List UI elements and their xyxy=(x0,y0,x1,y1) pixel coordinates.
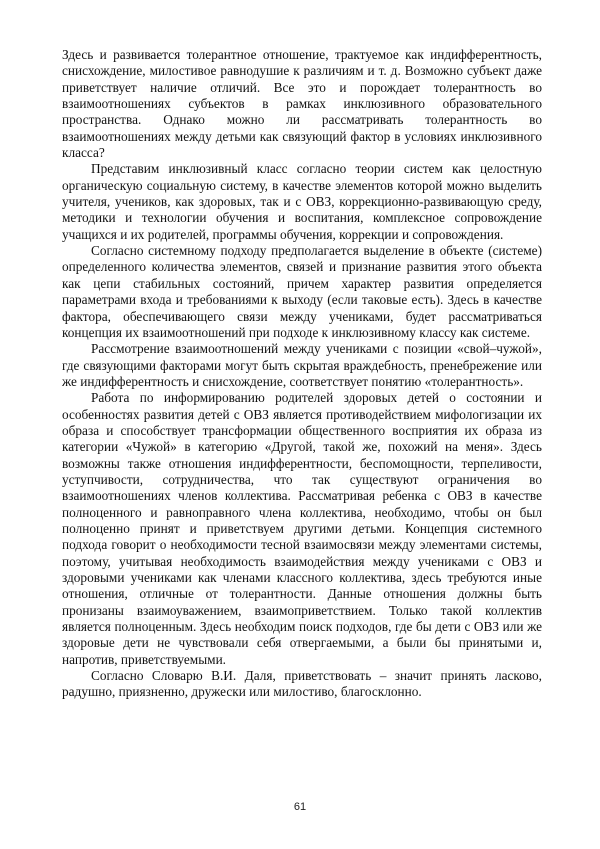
paragraph-parents-informing: Работа по информированию родителей здоровых детей о состоянии и особенностях развития детей с ОВЗ является противодействием мифологизации их образа и способствует трансформации общественного восприятия их образа из категории «Чужой» в категорию «Другой, такой же, похожий на меня». Здесь возможны также отношения индифферентности, беспомощности, терпеливости, уступчивости, сотрудничества, что так существуют ограничения во взаимоотношениях членов коллектива. Рассматривая ребенка с ОВЗ в качестве полноценного и равноправного члена коллектива, необходимо, чтобы он был полноценно принят и приветствуем другими детьми. Концепция системного подхода говорит о необходимости тесной взаимосвязи между элементами системы, поэтому, учитывая необходимость взаимодействия между учениками с ОВЗ и здоровыми учениками как членами классного коллектива, здесь требуются иные отношения, отличные от толерантности. Данные отношения должны быть пронизаны взаимоуважением, взаимоприветствием. Только такой коллектив является полноценным. Здесь необходим поиск подходов, где бы дети с ОВЗ или же здоровые дети не чувствовали себя отвергаемыми, а были бы принятыми и, напротив, приветствуемыми. xyxy=(62,390,542,667)
paragraph-dahl-dictionary: Согласно Словарю В.И. Даля, приветствовать – значит принять ласково, радушно, приязненно, дружески или милостиво, благосклонно. xyxy=(62,668,542,700)
paragraph-tolerance-intro: Здесь и развивается толерантное отношение, трактуемое как индифферентность, снисхождение, милостивое равнодушие к различиям и т. д. Возможно субъект даже приветствует наличие отличий. Все это и порождает толерантность во взаимоотношениях субъектов в рамках инклюзивного образовательного пространства. Однако можно ли рассматривать толерантность во взаимоотношениях между детьми как связующий фактор в условиях инклюзивного класса? xyxy=(62,47,542,161)
paragraph-own-alien: Рассмотрение взаимоотношений между учениками с позиции «свой–чужой», где связующими факторами могут быть скрытая враждебность, пренебрежение или же индифферентность и снисхождение, соответствует понятию «толерантность». xyxy=(62,341,542,389)
document-page xyxy=(62,47,542,701)
paragraph-inclusive-class-system: Представим инклюзивный класс согласно теории систем как целостную органическую социальную систему, в качестве элементов которой можно выделить учителя, учеников, как здоровых, так и с ОВЗ, коррекционно-развивающую среду, методики и технологии обучения и воспитания, комплексное сопровождение учащихся и их родителей, программы обучения, коррекции и сопровождения. xyxy=(62,161,542,242)
page-number: 61 xyxy=(293,801,307,813)
paragraph-systems-approach: Согласно системному подходу предполагается выделение в объекте (системе) определенного количества элементов, связей и признание развития этого объекта как цепи стабильных состояний, причем характер развития определяется параметрами входа и требованиями к выходу (если таковые есть). Здесь в качестве фактора, обеспечивающего связи между учениками, будет рассматриваться концепция их взаимоотношений при подходе к инклюзивному классу как системе. xyxy=(62,243,542,340)
